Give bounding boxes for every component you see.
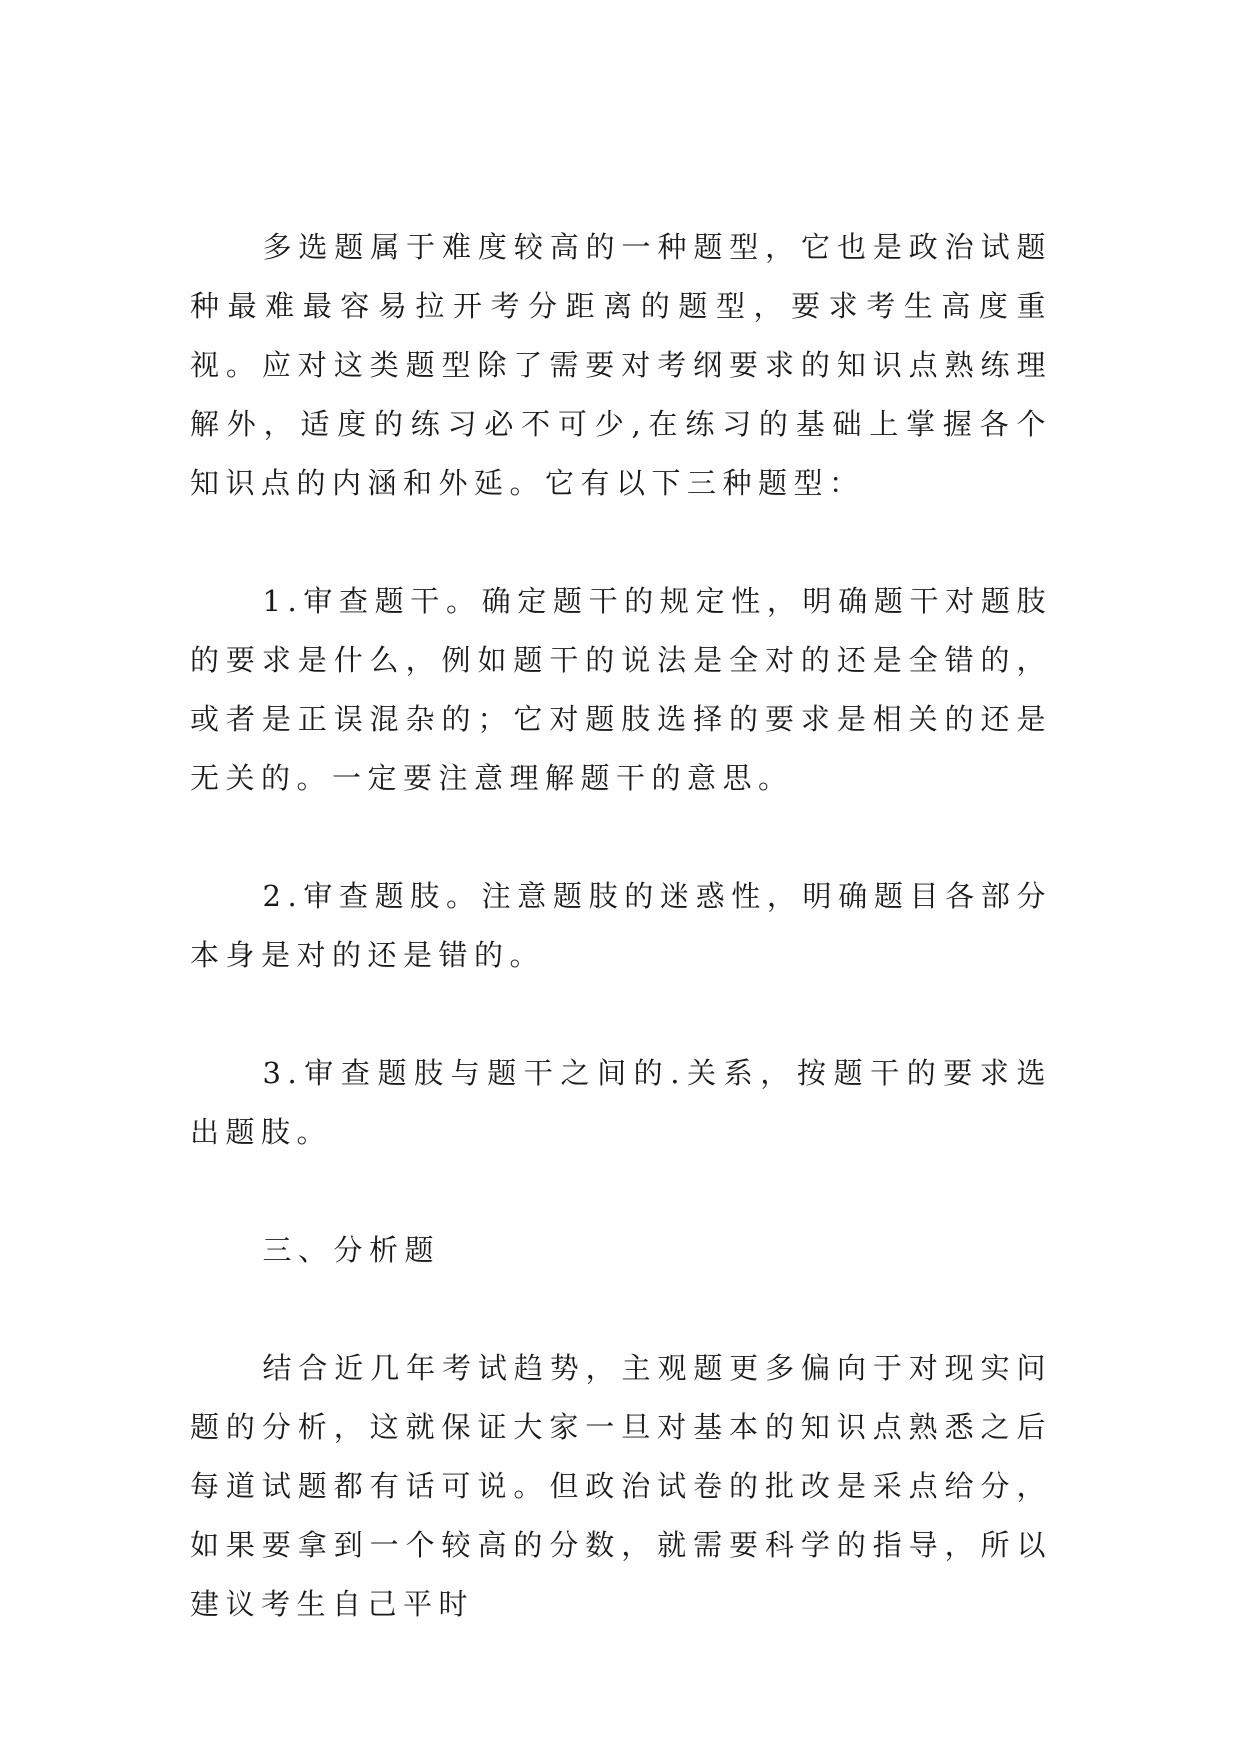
section-heading: 三、分析题	[262, 1233, 441, 1267]
paragraph-point-2: 2.审查题肢。注意题肢的迷惑性，明确题目各部分本身是对的还是错的。	[190, 879, 1052, 972]
paragraph-analysis: 结合近几年考试趋势，主观题更多偏向于对现实问题的分析，这就保证大家一旦对基本的知识点熟悉之后每道试题都有话可说。但政治试卷的批改是采点给分，如果要拿到一个较高的分数，就需要科学的指导，所以建议考生自己平时	[190, 1351, 1052, 1621]
paragraph-point-3: 3.审查题肢与题干之间的.关系，按题干的要求选出题肢。	[190, 1056, 1052, 1149]
paragraph-point-1: 1.审查题干。确定题干的规定性，明确题干对题肢的要求是什么，例如题干的说法是全对的还是全错的，或者是正误混杂的；它对题肢选择的要求是相关的还是无关的。一定要注意理解题干的意思。	[190, 584, 1052, 795]
paragraph-intro: 多选题属于难度较高的一种题型，它也是政治试题种最难最容易拉开考分距离的题型，要求考生高度重视。应对这类题型除了需要对考纲要求的知识点熟练理解外，适度的练习必不可少,在练习的基础上掌握各个知识点的内涵和外延。它有以下三种题型：	[190, 230, 1052, 500]
document-body	[190, 218, 1052, 1693]
